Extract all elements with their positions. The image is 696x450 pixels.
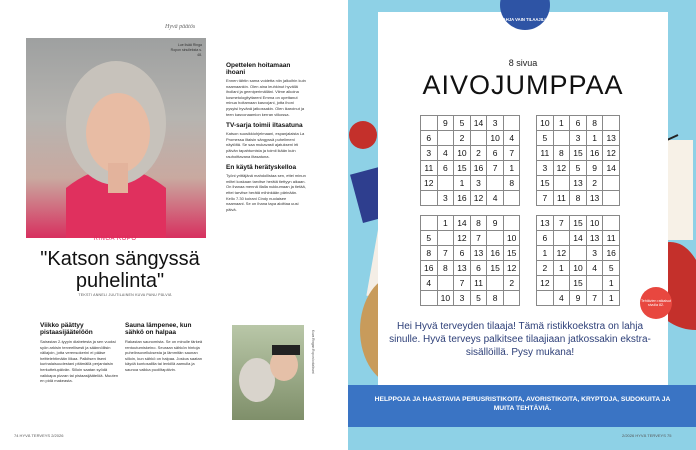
- sudoku-cell[interactable]: 1: [603, 290, 620, 305]
- sudoku-row: [421, 260, 620, 275]
- solutions-bubble: [640, 287, 672, 319]
- kicker: RINGA ROPO: [93, 236, 137, 242]
- sudoku-cell[interactable]: 14: [470, 116, 487, 131]
- sudoku-cell[interactable]: [553, 275, 570, 290]
- sudoku-cell[interactable]: 3: [437, 191, 454, 206]
- sudoku-cell[interactable]: 8: [553, 146, 570, 161]
- sudoku-cell[interactable]: 5: [603, 260, 620, 275]
- sudoku-cell[interactable]: 16: [586, 146, 603, 161]
- sudoku-cell[interactable]: 7: [454, 275, 471, 290]
- headline: "Katson sängyssä puhelinta": [40, 248, 200, 292]
- dog-photo: [232, 325, 304, 420]
- sudoku-row: [421, 215, 620, 230]
- sudoku-row: [421, 230, 620, 245]
- sudoku-cell[interactable]: 12: [454, 230, 471, 245]
- sudoku-cell[interactable]: 6: [437, 161, 454, 176]
- sudoku-cell[interactable]: 8: [570, 191, 587, 206]
- sudoku-cell[interactable]: [487, 275, 504, 290]
- sudoku-cell[interactable]: 7: [487, 161, 504, 176]
- sudoku-cell[interactable]: [437, 275, 454, 290]
- sudoku-cell[interactable]: 7: [437, 245, 454, 260]
- sudoku-cell[interactable]: 11: [537, 146, 554, 161]
- sudoku-cell[interactable]: [603, 215, 620, 230]
- sudoku-cell[interactable]: [586, 275, 603, 290]
- sudoku-cell[interactable]: 15: [570, 146, 587, 161]
- sudoku-cell[interactable]: 12: [553, 245, 570, 260]
- sudoku-cell[interactable]: 1: [437, 215, 454, 230]
- sudoku-cell[interactable]: 1: [537, 245, 554, 260]
- sudoku-cell[interactable]: [520, 131, 537, 146]
- sudoku-cell[interactable]: [603, 116, 620, 131]
- sudoku-cell[interactable]: 7: [470, 230, 487, 245]
- sudoku-gap-row: [421, 206, 620, 216]
- sudoku-cell[interactable]: 10: [537, 116, 554, 131]
- sudoku-cell[interactable]: [421, 215, 438, 230]
- sudoku-row: [421, 161, 620, 176]
- sudoku-cell[interactable]: 12: [537, 275, 554, 290]
- sudoku-cell[interactable]: [553, 176, 570, 191]
- sudoku-cell[interactable]: [503, 215, 520, 230]
- sudoku-cell[interactable]: [603, 176, 620, 191]
- left-footer: 74 HYVÄ TERVEYS 2/2026: [14, 433, 64, 438]
- sudoku-row: [421, 245, 620, 260]
- sudoku-cell[interactable]: 6: [570, 116, 587, 131]
- sudoku-cell[interactable]: 13: [603, 131, 620, 146]
- column-2: [125, 322, 205, 373]
- sudoku-cell[interactable]: [553, 230, 570, 245]
- column-3: [226, 62, 306, 212]
- sudoku-cell[interactable]: 8: [437, 260, 454, 275]
- sudoku-row: [421, 176, 620, 191]
- sudoku-cell[interactable]: [503, 290, 520, 305]
- sudoku-cell[interactable]: 16: [470, 161, 487, 176]
- sudoku-cell[interactable]: 8: [503, 176, 520, 191]
- sudoku-cell[interactable]: 5: [537, 131, 554, 146]
- sudoku-cell[interactable]: 11: [470, 275, 487, 290]
- sudoku-cell[interactable]: 2: [470, 146, 487, 161]
- sudoku-cell[interactable]: 4: [487, 191, 504, 206]
- sudoku-cell[interactable]: 2: [503, 275, 520, 290]
- solutions-text: Tehtävien ratkaisut sivulla 82.: [641, 298, 671, 307]
- sudoku-cell[interactable]: 8: [421, 245, 438, 260]
- sudoku-cell[interactable]: 16: [421, 260, 438, 275]
- column-3-heading-1: Opettelen hoitamaan ihoani: [226, 62, 291, 76]
- sudoku-cell[interactable]: 9: [437, 116, 454, 131]
- sudoku-cell[interactable]: 4: [503, 131, 520, 146]
- sudoku-cell[interactable]: 1: [454, 176, 471, 191]
- sudoku-cell[interactable]: 12: [603, 146, 620, 161]
- sudoku-cell[interactable]: 14: [570, 230, 587, 245]
- sudoku-cell[interactable]: 10: [437, 290, 454, 305]
- sudoku-cell[interactable]: 8: [470, 215, 487, 230]
- sudoku-cell[interactable]: 15: [570, 215, 587, 230]
- column-3-heading-3: En käytä herätyskelloa: [226, 164, 297, 172]
- sudoku-cell[interactable]: 4: [421, 275, 438, 290]
- sudoku-cell[interactable]: 9: [487, 215, 504, 230]
- sudoku-cell[interactable]: 6: [454, 245, 471, 260]
- sudoku-cell[interactable]: 15: [454, 161, 471, 176]
- sudoku-cell[interactable]: 15: [570, 275, 587, 290]
- right-footer: 2/2026 HYVÄ TERVEYS 75: [622, 433, 672, 438]
- sudoku-cell[interactable]: 5: [421, 230, 438, 245]
- sudoku-cell[interactable]: 7: [503, 146, 520, 161]
- sudoku-cell[interactable]: [487, 230, 504, 245]
- sudoku-row: [421, 116, 620, 131]
- sudoku-cell[interactable]: 15: [487, 260, 504, 275]
- section-label: Hyvä päätös: [165, 24, 196, 30]
- sudoku-row: [421, 191, 620, 206]
- sudoku-cell[interactable]: 16: [487, 245, 504, 260]
- column-2-body: Rakastan saunomista. Se on minulle tärkeä rentoutumiskeino. Seuraan sähkön hintoja puhelinsovelluksesta ja lämmitän saunan silloin, kun sähkö on halpaa. Joskus saatan käydä kuntosalilla tai lenkillä aamulla ja saunoa vaikka puoliltapäivin.: [125, 339, 203, 372]
- sudoku-cell[interactable]: [520, 245, 537, 260]
- sudoku-cell[interactable]: [520, 161, 537, 176]
- sudoku-cell[interactable]: 13: [537, 215, 554, 230]
- column-3-heading-2: TV-sarja toimii iltasatuna: [226, 122, 303, 130]
- sudoku-cell[interactable]: 2: [454, 131, 471, 146]
- sudoku-cell[interactable]: 12: [503, 260, 520, 275]
- sudoku-cell[interactable]: [520, 146, 537, 161]
- sudoku-cell[interactable]: 7: [586, 290, 603, 305]
- sudoku-cell[interactable]: 6: [470, 260, 487, 275]
- column-3-body-2: Katson suosikkiohjelmaani, espanjalaista La Promessa iltaisin sängyssä puhelimeni näytöltä. Se saa mukavasti ajatukseni irti päivän tapahtumista ja toimii ikään kuin rauhoittavana iltasatuna.: [226, 131, 305, 159]
- sudoku-cell[interactable]: 13: [454, 260, 471, 275]
- sudoku-cell[interactable]: [421, 191, 438, 206]
- sudoku-cell[interactable]: [537, 290, 554, 305]
- sudoku-cell[interactable]: 1: [603, 275, 620, 290]
- sudoku-cell[interactable]: 11: [553, 191, 570, 206]
- column-3-body-3: Työni yrittäjänä mahdollistaa sen, ettei minun miltei koskaan tarvitse herätä tiettyyn aikaan. On ihanaa mennä illalla nukkumaan ja tietää, ettei tarvitse herätä mihinkään pärinään. Kello 7.30 koirani Cindy nuolaisee naamaani. Se on ihana tapa aloittaa uusi päivä.: [226, 173, 306, 212]
- sudoku-cell[interactable]: 12: [470, 191, 487, 206]
- sudoku-cell[interactable]: [487, 176, 504, 191]
- sudoku-cell[interactable]: [520, 191, 537, 206]
- sudoku-cell[interactable]: [437, 230, 454, 245]
- sudoku-cell[interactable]: 3: [537, 161, 554, 176]
- sudoku-cell[interactable]: 10: [454, 146, 471, 161]
- sudoku-cell[interactable]: 12: [421, 176, 438, 191]
- badge-text: LAHJA VAIN TILAAJILLE: [500, 17, 550, 22]
- sudoku-cell[interactable]: 12: [553, 161, 570, 176]
- sudoku-cell[interactable]: 3: [570, 131, 587, 146]
- sudoku-cell[interactable]: 3: [586, 245, 603, 260]
- column-3-body-1: Ennen tähtin sama voidetta niin jalkoihin kuin naamaankin. Olen aina leuhkinut hyvällä ihollani ja geeniperimälläni. Viime aikoina kosmetologityttareni Emma on opettanut minua hoitamaan kasvojani, jotta ihoni pysyisi hyvänä jatkossakin. Olen ikaroinut ja teen kasvonaamion kerran viikossa.: [226, 78, 306, 117]
- sudoku-cell[interactable]: 13: [586, 230, 603, 245]
- sudoku-cell[interactable]: [520, 230, 537, 245]
- sudoku-cell[interactable]: [570, 245, 587, 260]
- small-photo-credit-text: Kuva Ringan Ropon kotialbumi: [311, 330, 315, 374]
- sudoku-cell[interactable]: 1: [553, 260, 570, 275]
- sudoku-gap: [421, 206, 620, 216]
- sudoku-row: [421, 290, 620, 305]
- sudoku-cell[interactable]: [603, 191, 620, 206]
- credit-line: TEKSTI ANNELI JUUTILAINEN KUVA PANU PÄLVIÄ: [78, 293, 172, 297]
- sudoku-cell[interactable]: 3: [454, 290, 471, 305]
- sudoku-cell[interactable]: 1: [553, 116, 570, 131]
- sudoku-table[interactable]: [420, 115, 620, 306]
- sudoku-cell[interactable]: 1: [586, 131, 603, 146]
- page-title: AIVOJUMPPAA: [422, 70, 624, 100]
- sudoku-cell[interactable]: 8: [586, 116, 603, 131]
- sudoku-cell[interactable]: 15: [537, 176, 554, 191]
- sudoku-row: [421, 146, 620, 161]
- dog-illustration: [232, 325, 304, 420]
- sudoku-cell[interactable]: 9: [586, 161, 603, 176]
- sudoku-cell[interactable]: 3: [487, 116, 504, 131]
- sudoku-cell[interactable]: [520, 116, 537, 131]
- sudoku-cell[interactable]: 5: [470, 290, 487, 305]
- banner-text: HELPPOJA JA HAASTAVIA PERUSRISTIKOITA, AVORISTIKOITA, KRYPTOJA, SUDOKUITA JA MUITA TEHTÄVIÄ.: [374, 396, 671, 412]
- page-count: 8 sivua: [508, 58, 538, 68]
- small-photo-credit: [309, 330, 315, 420]
- column-2-heading: Sauna lämpenee, kun sähkö on halpaa: [125, 322, 192, 336]
- sudoku-cell[interactable]: 6: [421, 131, 438, 146]
- sudoku-cell[interactable]: 5: [570, 161, 587, 176]
- sudoku-cell[interactable]: [437, 131, 454, 146]
- portrait-illustration: [26, 38, 206, 238]
- sudoku-cell[interactable]: 4: [586, 260, 603, 275]
- sudoku-cell[interactable]: 1: [503, 161, 520, 176]
- sudoku-cell[interactable]: 7: [553, 215, 570, 230]
- sudoku-cell[interactable]: [553, 131, 570, 146]
- column-1-body: Sairastan 2-tyypin diabetesta ja sen vuoksi syön arkisin terveellisesti ja säännöllisin väliajoin, jotta verensokerini ei pääse heittelehtimään liikaa. Palkitsen itseni kurinalaisuudestani pitämällä perjantaisin herkuttelupäivän. Silloin saatan syödä vaikkapa pizzan tai pistaasijäätelöä. Muuten en pidä makeasta.: [40, 339, 119, 384]
- sudoku-row: [421, 131, 620, 146]
- photo-caption: Lue lisää Ringa Ropon sinulleksta s. 48.: [170, 43, 202, 57]
- sudoku-cell[interactable]: [470, 131, 487, 146]
- sudoku-cell[interactable]: [520, 275, 537, 290]
- sudoku-cell[interactable]: 8: [487, 290, 504, 305]
- sudoku-cell[interactable]: [503, 116, 520, 131]
- sudoku-cell[interactable]: [520, 290, 537, 305]
- sudoku-cell[interactable]: [421, 116, 438, 131]
- sudoku-cell[interactable]: 11: [421, 161, 438, 176]
- sudoku-cell[interactable]: [421, 290, 438, 305]
- promo-text: Hei Hyvä terveyden tilaaja! Tämä ristikkoekstra on lahja sinulle. Hyvä terveys palkitsee tilaajiaan jatkossakin ekstra-sisällöillä. Pysy mukana!: [389, 321, 651, 358]
- sudoku-cell[interactable]: 14: [454, 215, 471, 230]
- sudoku-cell[interactable]: 9: [570, 290, 587, 305]
- sudoku-cell[interactable]: 10: [487, 131, 504, 146]
- sudoku-cell[interactable]: 4: [437, 146, 454, 161]
- sudoku-cell[interactable]: [520, 260, 537, 275]
- portrait-photo: [26, 38, 206, 238]
- sudoku-cell[interactable]: 14: [603, 161, 620, 176]
- sudoku-cell[interactable]: 4: [553, 290, 570, 305]
- sudoku-cell[interactable]: [437, 176, 454, 191]
- sudoku-cell[interactable]: 10: [503, 230, 520, 245]
- column-1: [40, 322, 120, 384]
- sudoku-cell[interactable]: 13: [570, 176, 587, 191]
- sudoku-cell[interactable]: 15: [503, 245, 520, 260]
- column-1-heading: Viikko päättyy pistaasijäätelöön: [40, 322, 93, 336]
- sudoku-cell[interactable]: 16: [454, 191, 471, 206]
- sudoku-cell[interactable]: 10: [570, 260, 587, 275]
- sudoku-cell[interactable]: 3: [421, 146, 438, 161]
- sudoku-cell[interactable]: 5: [454, 116, 471, 131]
- sudoku-cell[interactable]: 16: [603, 245, 620, 260]
- sudoku-cell[interactable]: [503, 191, 520, 206]
- sudoku-cell[interactable]: 13: [470, 245, 487, 260]
- sudoku-row: [421, 275, 620, 290]
- sudoku-cell[interactable]: 2: [586, 176, 603, 191]
- sudoku-cell[interactable]: 7: [537, 191, 554, 206]
- sudoku-cell[interactable]: 10: [586, 215, 603, 230]
- sudoku-grid[interactable]: [420, 115, 620, 306]
- sudoku-cell[interactable]: [520, 215, 537, 230]
- sudoku-cell[interactable]: 6: [537, 230, 554, 245]
- sudoku-cell[interactable]: 11: [603, 230, 620, 245]
- sudoku-cell[interactable]: 3: [470, 176, 487, 191]
- sudoku-cell[interactable]: 2: [537, 260, 554, 275]
- sudoku-cell[interactable]: [520, 176, 537, 191]
- sudoku-cell[interactable]: 13: [586, 191, 603, 206]
- sudoku-cell[interactable]: 6: [487, 146, 504, 161]
